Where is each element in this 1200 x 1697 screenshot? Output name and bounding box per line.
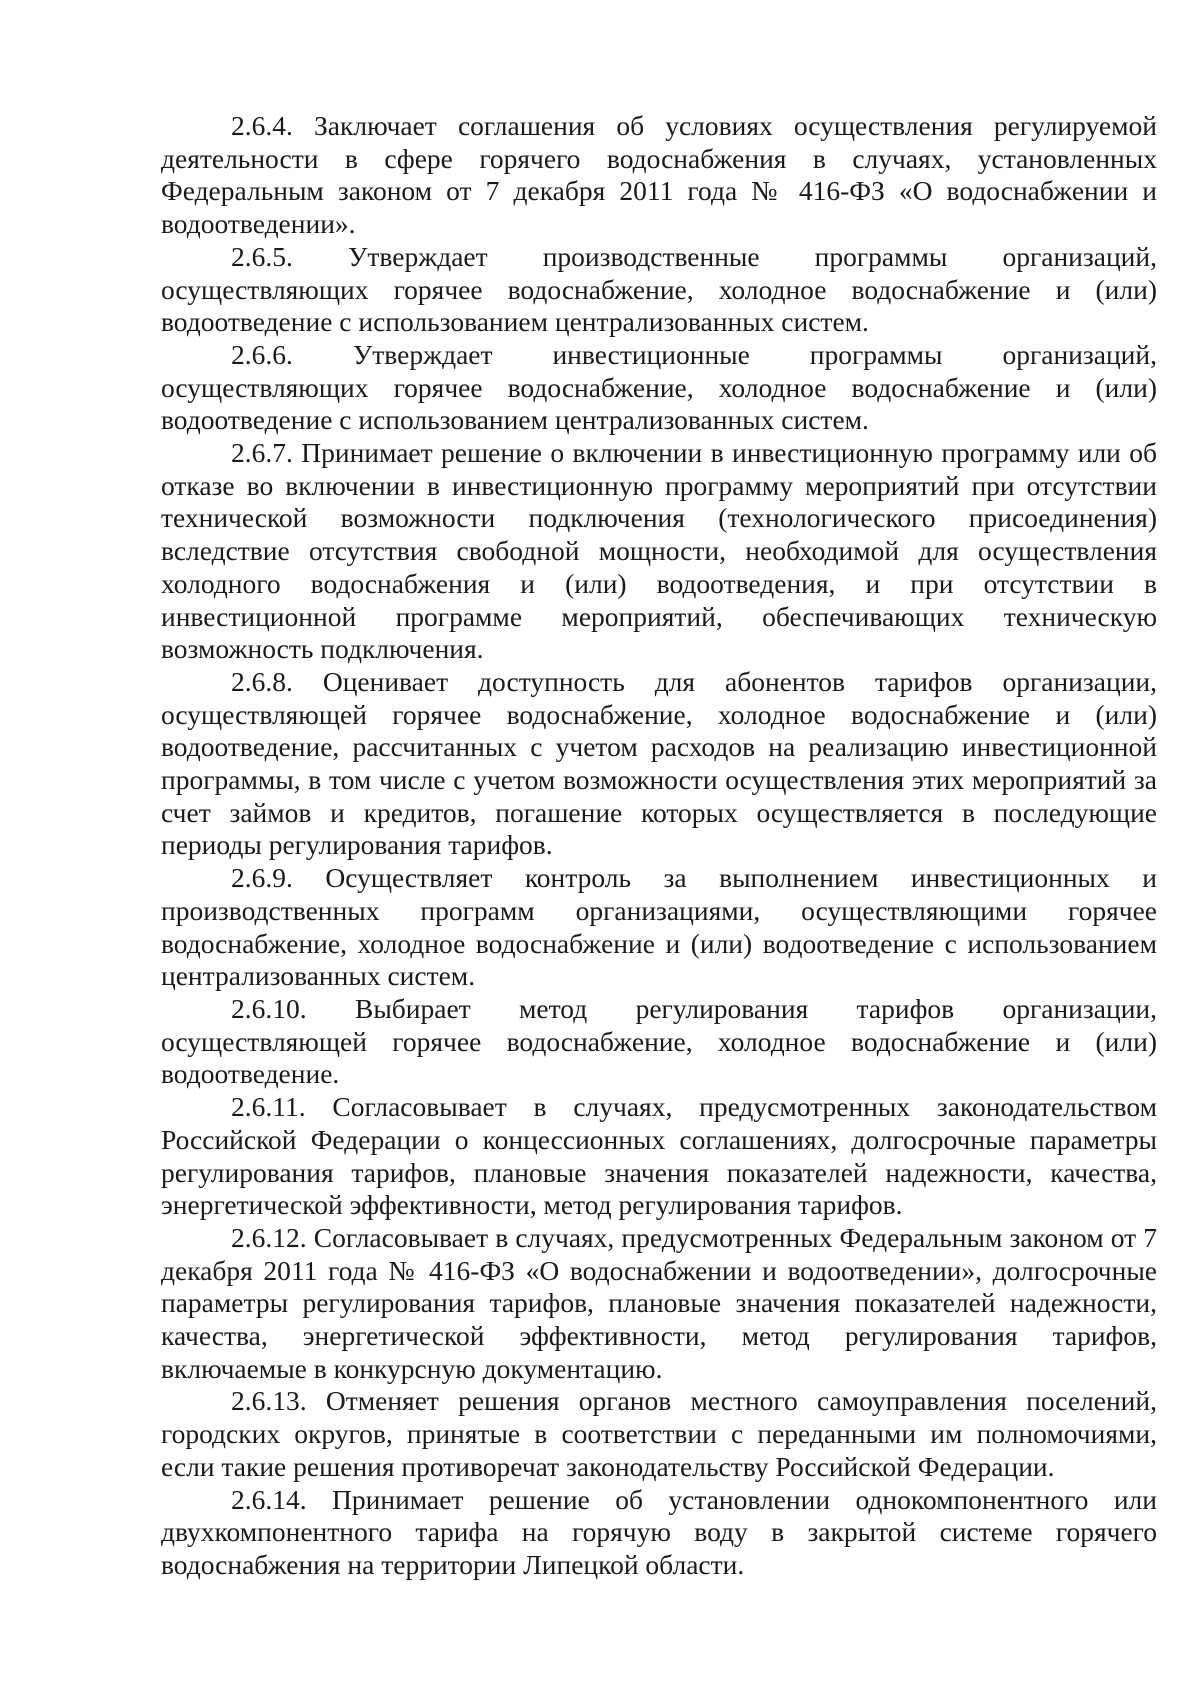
paragraph-2-6-4: 2.6.4. Заключает соглашения об условиях осуществления регулируемой деятельности в сфере горячего водоснабжения в случаях, установленных Федеральным законом от 7 декабря 2011 года № 416-ФЗ «О водоснабжении и водоотведении». <box>161 110 1157 240</box>
paragraph-2-6-9: 2.6.9. Осуществляет контроль за выполнением инвестиционных и производственных программ организациями, осуществляющими горячее водоснабжение, холодное водоснабжение и (или) водоотведение с использованием централизованных систем. <box>161 862 1157 992</box>
document-page <box>161 110 1157 1582</box>
paragraph-2-6-5: 2.6.5. Утверждает производственные программы организаций, осуществляющих горячее водоснабжение, холодное водоснабжение и (или) водоотведение с использованием централизованных систем. <box>161 240 1157 338</box>
paragraph-2-6-10: 2.6.10. Выбирает метод регулирования тарифов организации, осуществляющей горячее водоснабжение, холодное водоснабжение и (или) водоотведение. <box>161 992 1157 1090</box>
paragraph-2-6-8: 2.6.8. Оценивает доступность для абонентов тарифов организации, осуществляющей горячее водоснабжение, холодное водоснабжение и (или) водоотведение, рассчитанных с учетом расходов на реализацию инвестиционной программы, в том числе с учетом возможности осуществления этих мероприятий за счет займов и кредитов, погашение которых осуществляется в последующие периоды регулирования тарифов. <box>161 665 1157 861</box>
paragraph-2-6-14: 2.6.14. Принимает решение об установлении однокомпонентного или двухкомпонентного тарифа на горячую воду в закрытой системе горячего водоснабжения на территории Липецкой области. <box>161 1483 1157 1580</box>
paragraph-2-6-13: 2.6.13. Отменяет решения органов местного самоуправления поселений, городских округов, принятые в соответствии с переданными им полномочиями, если такие решения противоречат законодательству Российской Федерации. <box>161 1385 1157 1482</box>
paragraph-2-6-12: 2.6.12. Согласовывает в случаях, предусмотренных Федеральным законом от 7 декабря 2011 года № 416-ФЗ «О водоснабжении и водоотведении», долгосрочные параметры регулирования тарифов, плановые значения показателей надежности, качества, энергетической эффективности, метод регулирования тарифов, включаемые в конкурсную документацию. <box>161 1221 1157 1384</box>
paragraph-2-6-11: 2.6.11. Согласовывает в случаях, предусмотренных законодательством Российской Федерации о концессионных соглашениях, долгосрочные параметры регулирования тарифов, плановые значения показателей надежности, качества, энергетической эффективности, метод регулирования тарифов. <box>161 1091 1157 1221</box>
paragraph-2-6-6: 2.6.6. Утверждает инвестиционные программы организаций, осуществляющих горячее водоснабжение, холодное водоснабжение и (или) водоотведение с использованием централизованных систем. <box>161 338 1157 436</box>
paragraph-2-6-7: 2.6.7. Принимает решение о включении в инвестиционную программу или об отказе во включении в инвестиционную программу мероприятий при отсутствии технической возможности подключения (технологического присоединения) вследствие отсутствия свободной мощности, необходимой для осуществления холодного водоснабжения и (или) водоотведения, и при отсутствии в инвестиционной программе мероприятий, обеспечивающих техническую возможность подключения. <box>161 437 1157 665</box>
